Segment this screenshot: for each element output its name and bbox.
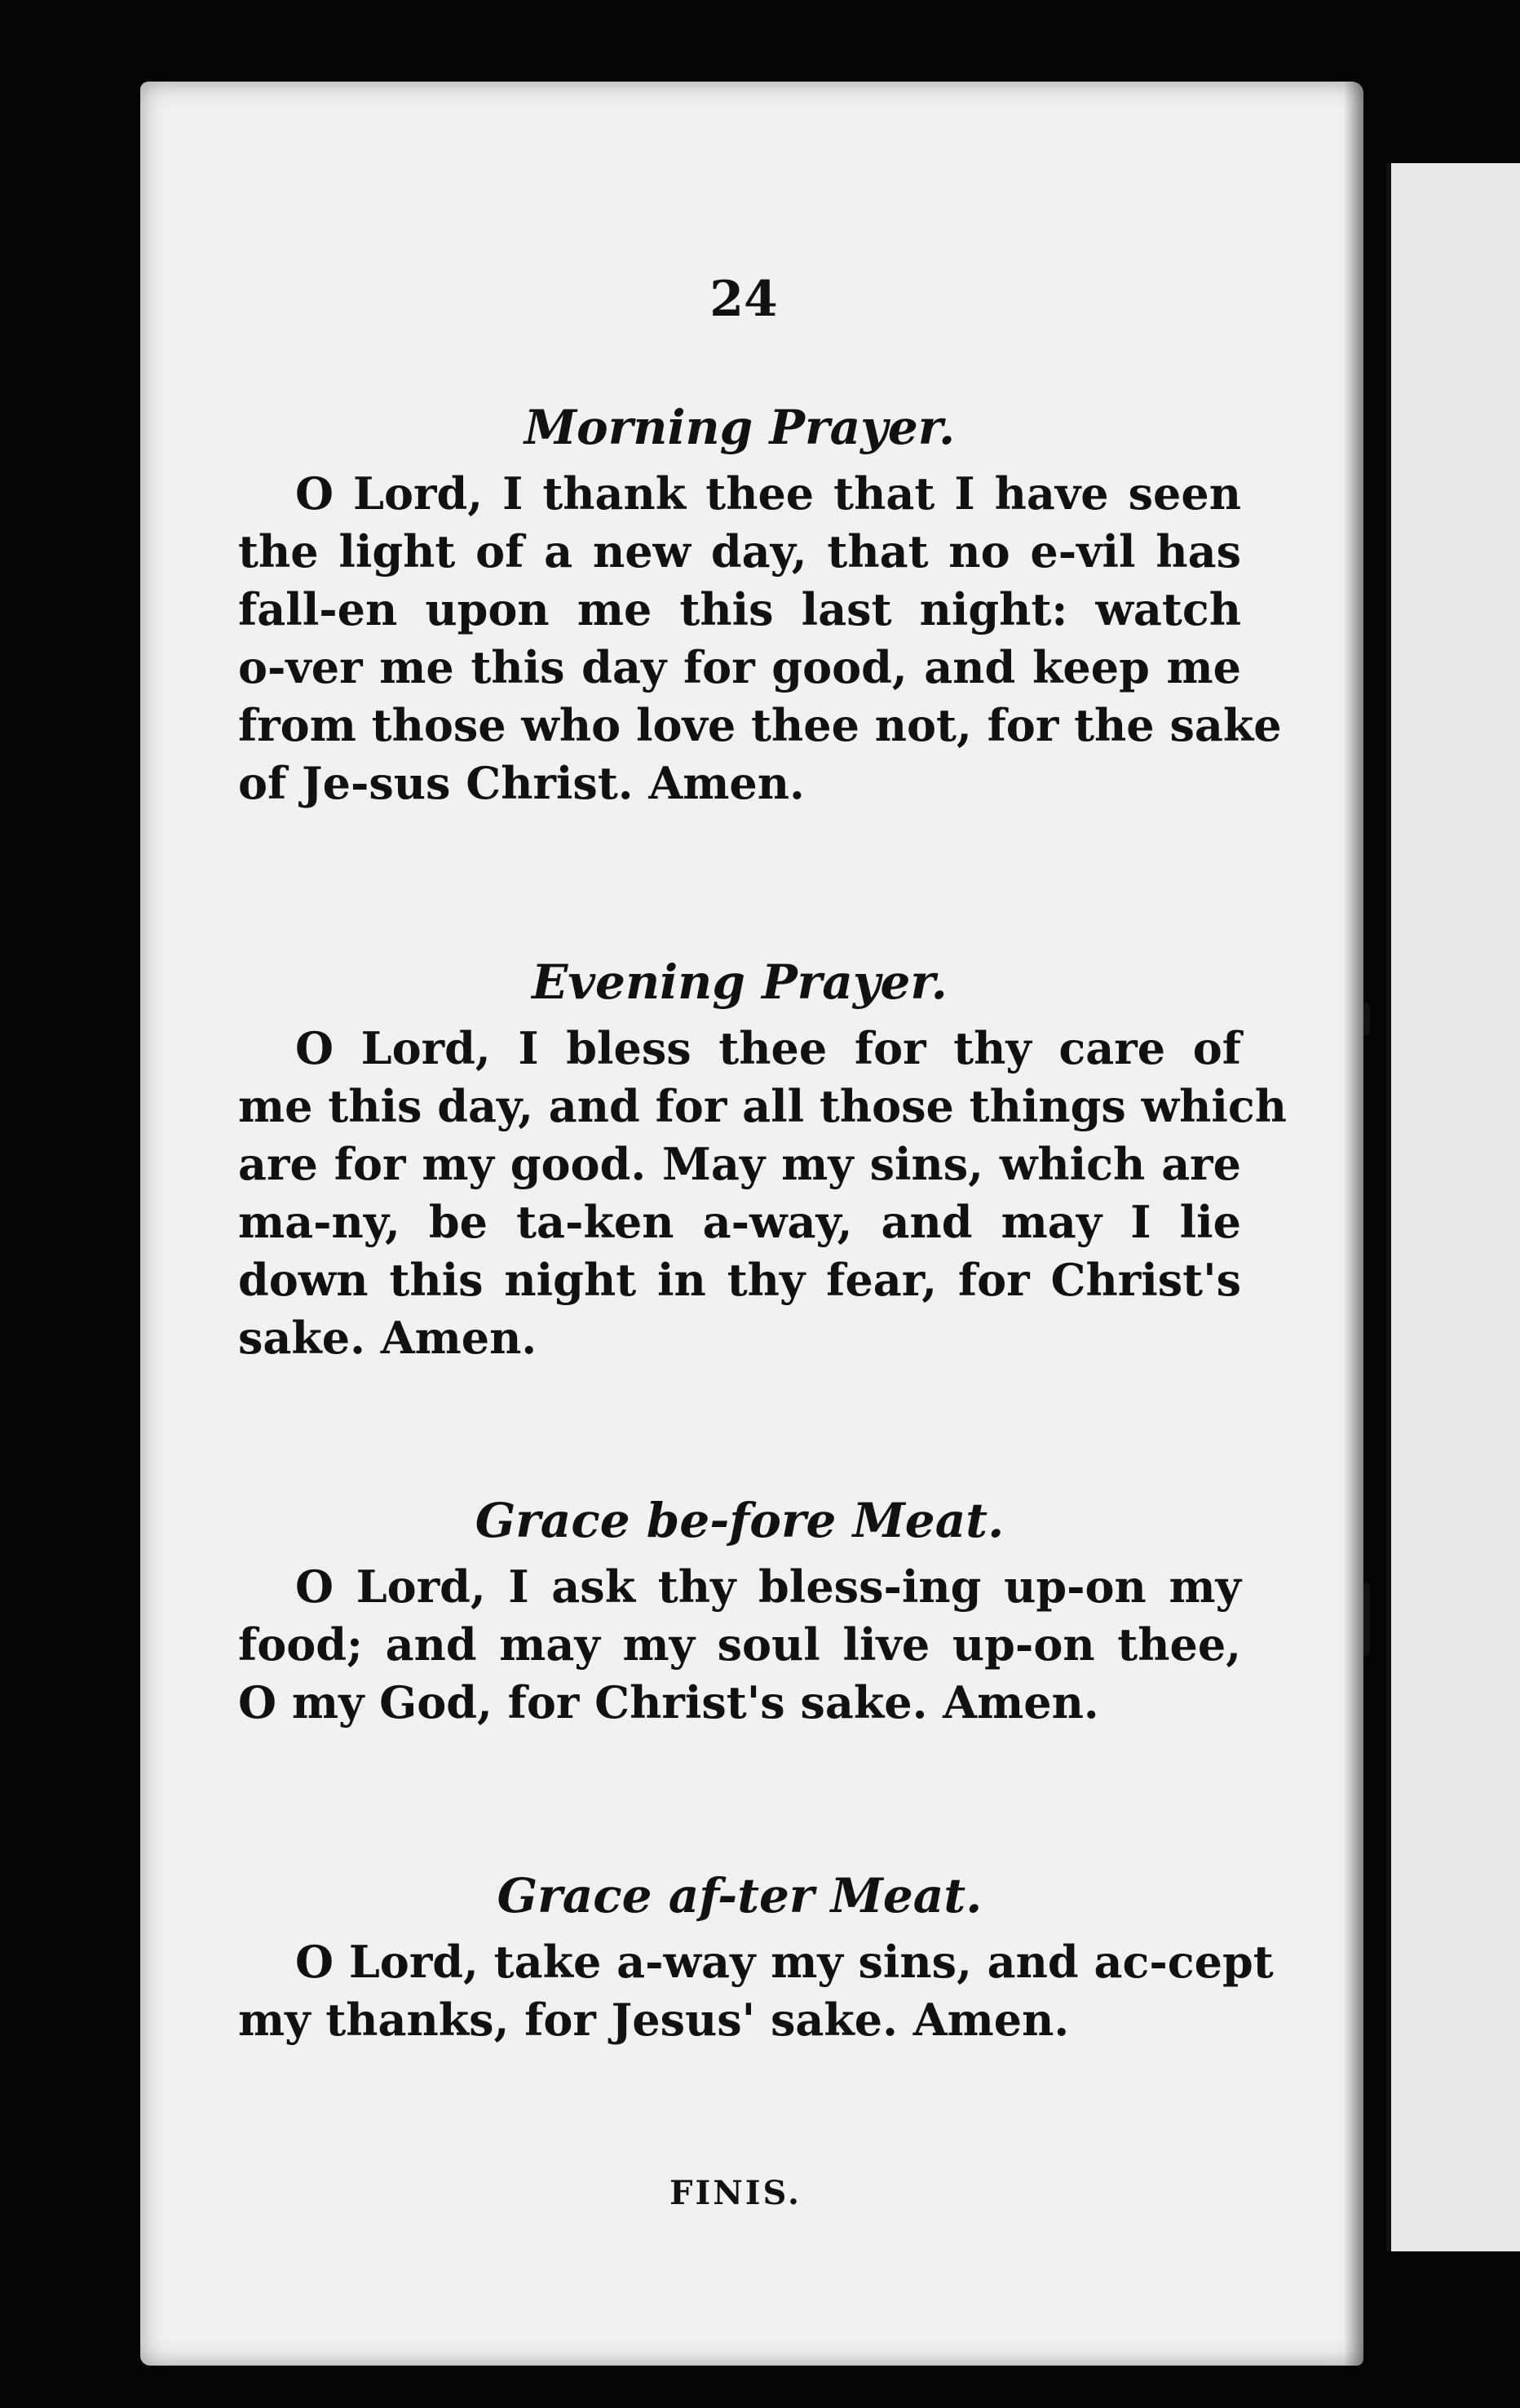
prayer-text (238, 1020, 1288, 1367)
grace-after-meat-section (238, 1868, 1274, 2049)
text-line: O Lord, I bless thee for thy care of (295, 1021, 1241, 1074)
morning-prayer-section (238, 400, 1282, 812)
prayer-text (238, 1558, 1241, 1732)
prayer-text (238, 465, 1282, 812)
adjacent-page-edge (1386, 163, 1520, 2251)
text-line: O Lord, I ask thy bless-ing up-on my (295, 1560, 1241, 1613)
text-line: the light of a new day, that no e-vil has (238, 525, 1241, 578)
text-line: sake. Amen. (238, 1311, 537, 1364)
text-line: food; and may my soul live up-on thee, (238, 1618, 1241, 1671)
text-line: ma-ny, be ta-ken a-way, and may I lie (238, 1195, 1241, 1248)
finis-label: FINIS. (669, 2174, 802, 2212)
section-title: Grace be-fore Meat. (475, 1493, 1005, 1548)
text-line: of Je-sus Christ. Amen. (238, 756, 805, 809)
text-line: down this night in thy fear, for Christ's (238, 1253, 1241, 1306)
section-title: Morning Prayer. (524, 400, 956, 455)
text-line: O my God, for Christ's sake. Amen. (238, 1675, 1099, 1729)
text-line: fall-en upon me this last night: watch (238, 582, 1241, 635)
book-page (140, 82, 1363, 2366)
page-number: 24 (709, 271, 778, 328)
section-title: Grace af-ter Meat. (497, 1868, 983, 1923)
text-line: me this day, and for all those things which (238, 1079, 1288, 1132)
section-title: Evening Prayer. (532, 954, 948, 1010)
text-line: from those who love thee not, for the sake (238, 698, 1282, 751)
text-line: my thanks, for Jesus' sake. Amen. (238, 1993, 1070, 2046)
prayer-text (238, 1933, 1274, 2049)
text-line: O Lord, take a-way my sins, and ac-cept (295, 1935, 1274, 1988)
evening-prayer-section (238, 954, 1288, 1367)
grace-before-meat-section (238, 1493, 1241, 1732)
text-line: o-ver me this day for good, and keep me (238, 640, 1241, 693)
text-line: O Lord, I thank thee that I have seen (295, 467, 1241, 520)
text-line: are for my good. May my sins, which are (238, 1137, 1241, 1190)
